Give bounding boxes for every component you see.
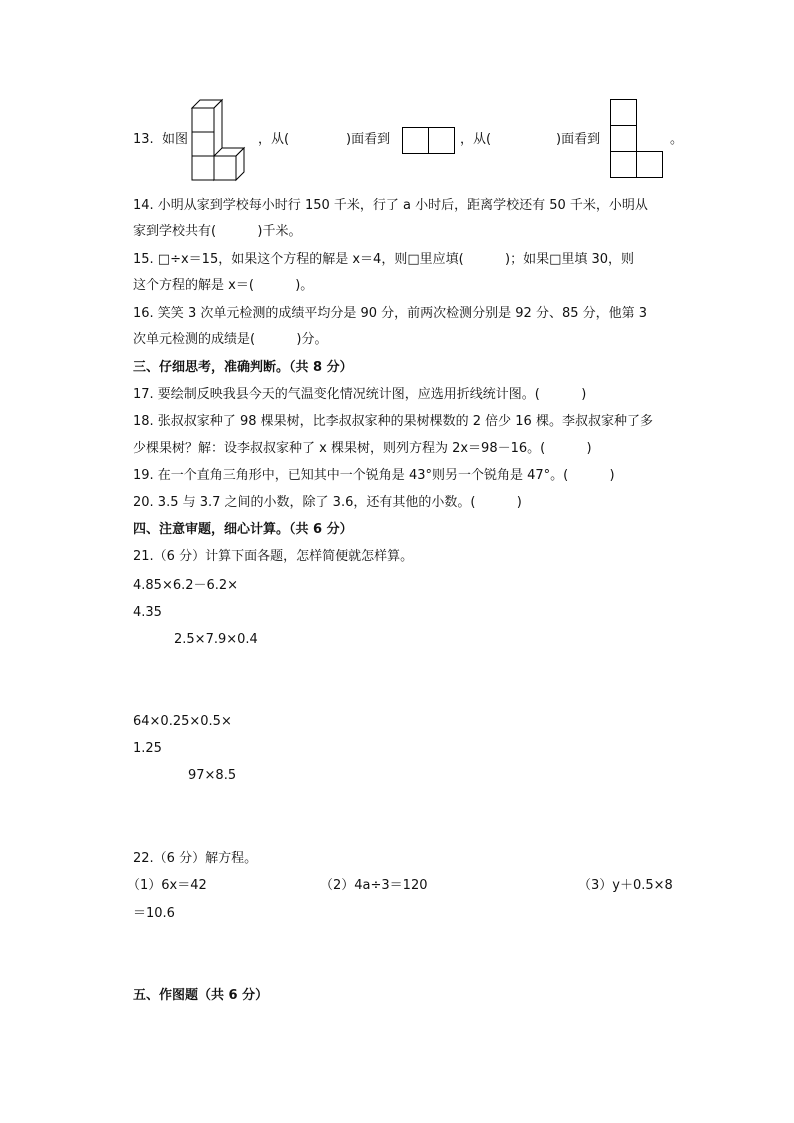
view-l-shape xyxy=(610,99,666,181)
q16-line-1: 16. 笑笑 3 次单元检测的成绩平均分是 90 分，前两次检测分别是 92 分、85 分，他第 3 xyxy=(133,306,648,321)
section-3-heading: 三、仔细思考，准确判断。（共 8 分） xyxy=(133,360,353,375)
q22-part-3a: （3）y＋0.5×8 xyxy=(578,878,673,893)
q13-text-d: ，从( xyxy=(460,132,492,147)
q18-line-1: 18. 张叔叔家种了 98 棵果树，比李叔叔家种的果树棵数的 2 倍少 16 棵。李叔叔家种了多 xyxy=(133,414,653,429)
q22-intro: 22.（6 分）解方程。 xyxy=(133,851,258,866)
q18-line-2: 少棵果树？解：设李叔叔家种了 x 棵果树，则列方程为 2x＝98－16。( ) xyxy=(133,441,592,456)
q16-line-2: 次单元检测的成绩是( )分。 xyxy=(133,332,328,347)
q13-text-b: ，从( xyxy=(258,132,290,147)
section-5-heading: 五、作图题（共 6 分） xyxy=(133,988,269,1003)
q15-line-2: 这个方程的解是 x＝( )。 xyxy=(133,278,314,293)
q19: 19. 在一个直角三角形中，已知其中一个锐角是 43°则另一个锐角是 47°。( ) xyxy=(133,468,615,483)
q13-text-c: )面看到 xyxy=(346,132,391,147)
q21-expr-3b: 1.25 xyxy=(133,741,162,756)
q20: 20. 3.5 与 3.7 之间的小数，除了 3.6，还有其他的小数。( ) xyxy=(133,495,522,510)
cube-stack-figure xyxy=(188,98,254,184)
q13-text-a: 如图 xyxy=(162,132,189,147)
q22-part-3b: ＝10.6 xyxy=(133,906,175,921)
q21-intro: 21.（6 分）计算下面各题，怎样简便就怎样算。 xyxy=(133,549,414,564)
q22-part-1: （1）6x＝42 xyxy=(127,878,207,893)
q21-expr-3a: 64×0.25×0.5× xyxy=(133,714,232,729)
q13-text-f: 。 xyxy=(670,132,684,147)
q15-line-1: 15. □÷x＝15，如果这个方程的解是 x＝4，则□里应填( )；如果□里填 30，则 xyxy=(133,252,635,267)
q17: 17. 要绘制反映我县今天的气温变化情况统计图，应选用折线统计图。( ) xyxy=(133,387,587,402)
q21-expr-4: 97×8.5 xyxy=(188,768,237,783)
q22-part-2: （2）4a÷3＝120 xyxy=(320,878,428,893)
view-two-squares xyxy=(402,127,456,155)
q21-expr-1a: 4.85×6.2－6.2× xyxy=(133,578,239,593)
section-4-heading: 四、注意审题，细心计算。（共 6 分） xyxy=(133,522,353,537)
q13-number: 13. xyxy=(133,132,154,147)
q14-line-1: 14. 小明从家到学校每小时行 150 千米，行了 a 小时后，距离学校还有 50 千米，小明从 xyxy=(133,198,648,213)
q13-text-e: )面看到 xyxy=(556,132,601,147)
q21-expr-1b: 4.35 xyxy=(133,605,162,620)
q21-expr-2: 2.5×7.9×0.4 xyxy=(174,632,258,647)
q14-line-2: 家到学校共有( )千米。 xyxy=(133,224,302,239)
